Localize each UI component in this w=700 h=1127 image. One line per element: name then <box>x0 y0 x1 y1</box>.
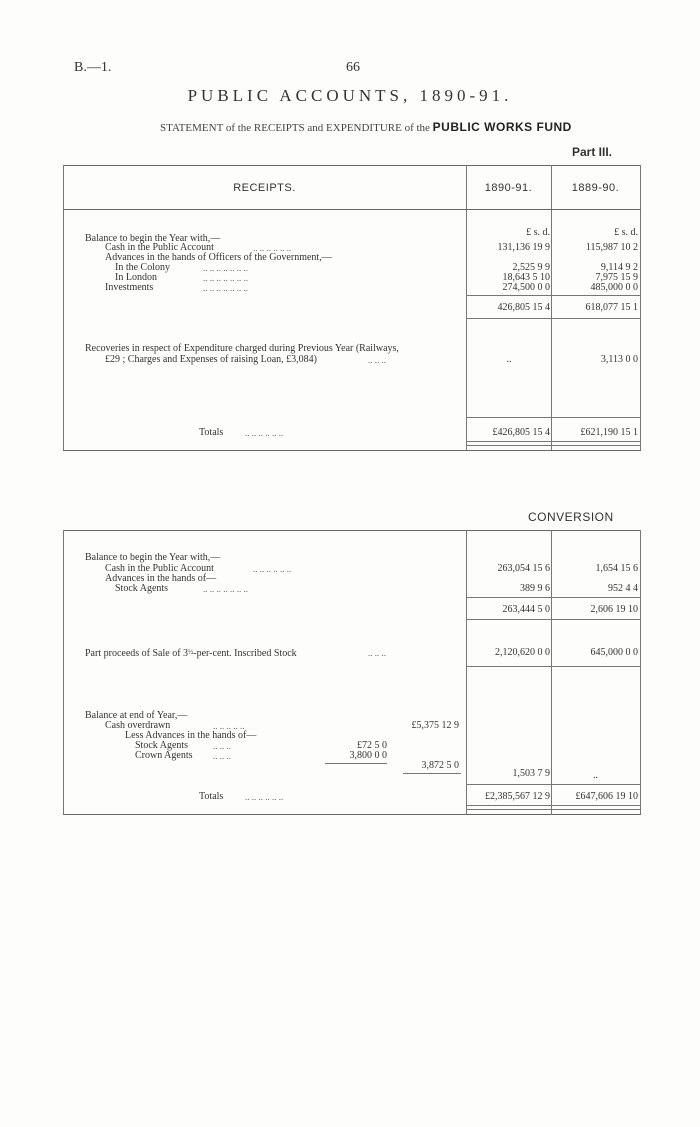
column-header-receipts: RECEIPTS. <box>233 182 296 194</box>
subtotal-1890: 426,805 15 4 <box>497 302 550 313</box>
leader-dots: .. .. .. .. .. .. <box>245 792 284 802</box>
conv-totals-label: Totals <box>199 791 224 802</box>
totals-rule <box>466 784 640 785</box>
colony-1889: 9,114 9 2 <box>600 262 638 273</box>
overdrawn-label: Cash overdrawn <box>105 720 171 731</box>
cash-1889: 115,987 10 2 <box>585 242 638 253</box>
page-number: 66 <box>346 60 360 75</box>
end-1890: 1,503 7 9 <box>512 768 550 779</box>
currency-header-1890: £ s. d. <box>526 227 550 238</box>
conv-advances-label: Advances in the hands of— <box>105 573 217 584</box>
subtotal-rule <box>466 295 640 296</box>
subtotal-rule <box>466 597 640 598</box>
totals-1889: £621,190 15 1 <box>580 427 638 438</box>
less-stock-agents-label: Stock Agents <box>135 740 189 751</box>
investments-label: Investments <box>105 282 154 293</box>
conv-cash-1890: 263,054 15 6 <box>497 563 550 574</box>
totals-double-rule <box>466 805 640 810</box>
cash-label: Cash in the Public Account <box>105 242 214 253</box>
receipts-table <box>63 165 641 455</box>
totals-double-rule <box>466 441 640 446</box>
conv-stock-agents-1890: 389 9 6 <box>520 583 550 594</box>
conv-cash-1889: 1,654 15 6 <box>595 563 638 574</box>
colony-label: In the Colony <box>115 262 170 273</box>
totals-1890: £426,805 15 4 <box>492 427 550 438</box>
leader-dots: .. .. .. .. .. .. .. <box>203 584 248 594</box>
advances-label: Advances in the hands of Officers of the Government,— <box>105 252 332 263</box>
colony-1890: 2,525 9 9 <box>512 262 550 273</box>
conversion-table <box>63 530 641 820</box>
sale-label-part-a: Part proceeds of Sale of 3 <box>85 648 189 659</box>
statement-prefix: STATEMENT of the RECEIPTS and EXPENDITURE of the <box>160 122 430 134</box>
overdrawn-rule <box>403 773 461 774</box>
sale-label-fraction: ½ <box>188 648 194 656</box>
document-reference: B.—1. <box>74 60 112 75</box>
totals-label: Totals <box>199 427 224 438</box>
leader-dots: .. .. .. <box>368 355 386 365</box>
balance-heading: Balance to begin the Year with,— <box>85 233 221 244</box>
london-label: In London <box>115 272 157 283</box>
crown-agents-label: Crown Agents <box>135 750 193 761</box>
leader-dots: .. .. .. <box>213 751 231 761</box>
recoveries-line-1: Recoveries in respect of Expenditure charged during Previous Year (Railways, <box>85 343 399 354</box>
column-header-1890-91: 1890-91. <box>484 182 533 194</box>
conversion-heading: CONVERSION <box>528 510 614 524</box>
less-stock-agents-amount: £72 5 0 <box>357 740 387 751</box>
london-1890: 18,643 5 10 <box>502 272 550 283</box>
sale-label-part-b: -per-cent. Inscribed Stock <box>193 648 297 659</box>
leader-dots: .. .. .. .. .. .. <box>245 428 284 438</box>
leader-dots: .. .. .. .. .. <box>213 721 245 731</box>
leader-dots: .. .. .. .. .. .. <box>253 243 292 253</box>
conv-stock-agents-1889: 952 4 4 <box>608 583 638 594</box>
fund-name: PUBLIC WORKS FUND <box>432 120 572 134</box>
section-rule <box>466 666 640 667</box>
sale-label <box>85 647 297 659</box>
overdrawn-amount: £5,375 12 9 <box>411 720 459 731</box>
investments-1889: 485,000 0 0 <box>590 282 638 293</box>
end-1889: .. <box>593 770 598 781</box>
recoveries-line-2: £29 ; Charges and Expenses of raising Loan, £3,084) <box>105 354 317 365</box>
less-rule <box>325 763 387 764</box>
conv-cash-label: Cash in the Public Account <box>105 563 214 574</box>
recoveries-1889: 3,113 0 0 <box>600 354 638 365</box>
subtotal-1889: 618,077 15 1 <box>585 302 638 313</box>
leader-dots: .. .. .. .. .. .. .. <box>203 263 248 273</box>
leader-dots: .. .. .. .. .. .. <box>253 564 292 574</box>
conv-totals-1890: £2,385,567 12 9 <box>485 791 550 802</box>
conv-subtotal-1889: 2,606 19 10 <box>590 604 638 615</box>
leader-dots: .. .. .. <box>213 741 231 751</box>
conv-totals-1889: £647,606 19 10 <box>575 791 638 802</box>
recoveries-1890: .. <box>506 354 512 365</box>
subtotal-rule <box>466 619 640 620</box>
less-total: 3,872 5 0 <box>421 760 459 771</box>
investments-1890: 274,500 0 0 <box>502 282 550 293</box>
part-label: Part III. <box>572 145 613 159</box>
crown-agents-amount: 3,800 0 0 <box>349 750 387 761</box>
sale-1890: 2,120,620 0 0 <box>495 647 550 658</box>
column-header-1889-90: 1889-90. <box>571 182 620 194</box>
leader-dots: .. .. .. .. .. .. .. <box>203 273 248 283</box>
totals-rule <box>466 417 640 418</box>
london-1889: 7,975 15 9 <box>595 272 638 283</box>
cash-1890: 131,136 19 9 <box>497 242 550 253</box>
conv-stock-agents-label: Stock Agents <box>115 583 169 594</box>
currency-header-1889: £ s. d. <box>614 227 638 238</box>
conv-subtotal-1890: 263,444 5 0 <box>502 604 550 615</box>
conv-balance-heading: Balance to begin the Year with,— <box>85 552 221 563</box>
statement-heading <box>160 120 572 134</box>
end-heading: Balance at end of Year,— <box>85 710 188 721</box>
leader-dots: .. .. .. .. .. .. .. <box>203 283 248 293</box>
sale-1889: 645,000 0 0 <box>590 647 638 658</box>
subtotal-rule <box>466 318 640 319</box>
less-advances-label: Less Advances in the hands of— <box>125 730 257 741</box>
page-title: PUBLIC ACCOUNTS, 1890-91. <box>187 86 513 105</box>
leader-dots: .. .. .. <box>368 648 386 658</box>
